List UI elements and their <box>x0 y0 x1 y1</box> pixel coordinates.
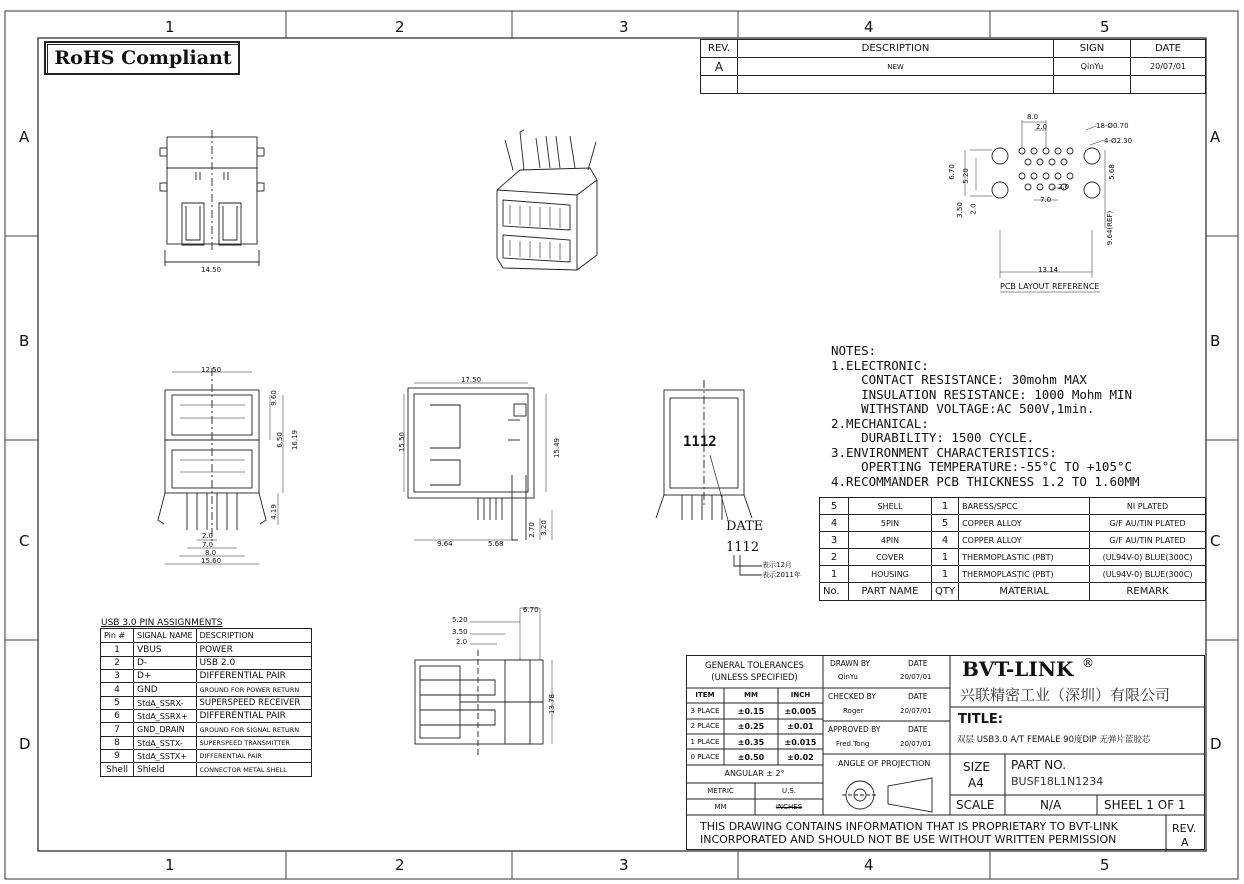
size-value: A4 <box>968 776 984 790</box>
bom-part: SHELL <box>849 498 932 515</box>
dim-top-2: 2.0 <box>456 638 468 646</box>
tol-inch: ±0.02 <box>787 753 814 762</box>
tol-angular: ANGULAR ± 2° <box>724 769 785 778</box>
dim-f2-419: 4.19 <box>269 504 278 520</box>
bom-material: COPPER ALLOY <box>959 532 1090 549</box>
tol-mm: ±0.50 <box>737 753 765 762</box>
pin-desc: CONNECTOR METAL SHELL <box>196 763 311 777</box>
dim-pcb-964: 9.64(REF) <box>1106 210 1115 246</box>
date-label: DATE <box>726 519 764 534</box>
dim-f2-8: 8.0 <box>205 549 217 557</box>
pin-num: 6 <box>101 710 134 723</box>
note-line: 2.MECHANICAL: <box>831 415 929 431</box>
approved-date-label: DATE <box>908 725 928 734</box>
tol-header-mm: MM <box>744 691 758 699</box>
pin-num: 5 <box>101 697 134 710</box>
dim-side-964: 9.64 <box>437 540 453 548</box>
dim-top-670: 6.70 <box>523 606 539 614</box>
bom-remark: G/F AU/TIN PLATED <box>1090 515 1206 532</box>
checked-date: 20/07/01 <box>900 707 932 715</box>
zone-row-d: D <box>19 735 31 753</box>
pin-signal: GND <box>134 683 197 697</box>
pin-signal: StdA_SSTX+ <box>134 750 197 763</box>
tol-title2: (UNLESS SPECIFIED) <box>711 673 798 683</box>
tol-header-item: ITEM <box>695 691 715 699</box>
checked-by-name: Roger <box>843 707 864 715</box>
dim-pcb-mount: 4-Ø2.30 <box>1104 137 1133 145</box>
pin-desc: USB 2.0 <box>196 657 311 670</box>
bom-no: 4 <box>820 515 849 532</box>
dim-side-568: 5.68 <box>488 540 504 548</box>
pin-signal: GND_DRAIN <box>134 723 197 737</box>
pin-signal: StdA_SSTX- <box>134 737 197 750</box>
zone-row-c: C <box>19 532 30 550</box>
dim-f2-1560: 15.60 <box>201 557 222 565</box>
checked-date-label: DATE <box>908 692 928 701</box>
pin-desc: DIFFERENTIAL PAIR <box>196 750 311 763</box>
pin-num: 3 <box>101 670 134 683</box>
pin-header-signal: SIGNAL NAME <box>134 629 197 643</box>
zone-row-d-right: D <box>1210 735 1222 753</box>
zone-col-1-bottom: 1 <box>165 856 175 874</box>
tol-metric: METRIC <box>707 787 734 795</box>
pin-num: 9 <box>101 750 134 763</box>
pins-title: USB 3.0 PIN ASSIGNMENTS <box>101 618 223 628</box>
bom-no: 1 <box>820 566 849 583</box>
company-cn: 兴联精密工业（深圳）有限公司 <box>960 686 1171 704</box>
dim-side-320: 3.20 <box>539 520 548 536</box>
pin-desc: GROUND FOR POWER RETURN <box>196 683 311 697</box>
dim-top-1378: 13.78 <box>548 693 557 715</box>
bom-no: 5 <box>820 498 849 515</box>
bom-material: COPPER ALLOY <box>959 515 1090 532</box>
drawn-by-name: QinYu <box>838 673 858 681</box>
dim-pcb-holes: 18-Ø0.70 <box>1096 122 1129 130</box>
pin-desc: POWER <box>196 643 311 657</box>
drawing-title: 双层 USB3.0 A/T FEMALE 90度DIP 无弹片蓝胶芯 <box>957 735 1151 745</box>
dim-pcb-1314: 13.14 <box>1038 266 1059 274</box>
rev-header: REV. <box>701 40 738 58</box>
part-no-label: PART NO. <box>1011 758 1067 772</box>
scale-value: N/A <box>1040 798 1062 812</box>
drawn-by-label: DRAWN BY <box>830 659 871 668</box>
pin-header-num: Pin # <box>101 629 134 643</box>
bom-no: 2 <box>820 549 849 566</box>
bom-qty: 1 <box>932 549 959 566</box>
pin-desc: DIFFERENTIAL PAIR <box>196 710 311 723</box>
dim-f2-7: 7.0 <box>202 541 214 549</box>
zone-col-1: 1 <box>165 18 175 36</box>
tol-us: U.S. <box>781 787 797 795</box>
zone-col-5: 5 <box>1100 18 1110 36</box>
zone-row-b-right: B <box>1210 332 1221 350</box>
dim-pcb-7: 7.0 <box>1040 196 1052 204</box>
note-line: NOTES: <box>831 343 877 358</box>
approved-by-name: Fred.Tong <box>836 740 870 748</box>
scale-label: SCALE <box>956 798 995 812</box>
dim-top-350: 3.50 <box>452 628 468 636</box>
zone-col-3: 3 <box>619 18 629 36</box>
dim-f2-650: 6.50 <box>275 432 284 448</box>
rev-value-footer: A <box>1181 836 1189 849</box>
zone-row-b: B <box>19 332 30 350</box>
zone-col-5-bottom: 5 <box>1100 856 1110 874</box>
bom-part: HOUSING <box>849 566 932 583</box>
bom-part: 5PIN <box>849 515 932 532</box>
date-header: DATE <box>1131 40 1206 58</box>
zone-col-4: 4 <box>864 18 874 36</box>
bom-header-remark: REMARK <box>1090 583 1206 601</box>
bom-qty: 5 <box>932 515 959 532</box>
zone-row-c-right: C <box>1210 532 1221 550</box>
pin-header-desc: DESCRIPTION <box>196 629 311 643</box>
bom-header-material: MATERIAL <box>959 583 1090 601</box>
sign-value: QinYu <box>1054 58 1131 76</box>
bom-remark: (UL94V-0) BLUE(300C) <box>1090 566 1206 583</box>
description-value: NEW <box>738 58 1054 76</box>
drawn-date-label: DATE <box>908 659 928 668</box>
pin-num: Shell <box>101 763 134 777</box>
projection-label: ANGLE OF PROJECTION <box>838 759 931 768</box>
date-value: 20/07/01 <box>1131 58 1206 76</box>
rev-label-footer: REV. <box>1172 822 1197 835</box>
sign-header: SIGN <box>1054 40 1131 58</box>
bom-remark: (UL94V-0) BLUE(300C) <box>1090 549 1206 566</box>
footer-line1: THIS DRAWING CONTAINS INFORMATION THAT IS PROPRIETARY TO BVT-LINK <box>700 820 1118 833</box>
dim-top-520: 5.20 <box>452 616 468 624</box>
approved-date: 20/07/01 <box>900 740 932 748</box>
tol-inches-unit: INCHES <box>775 803 803 811</box>
approved-by-label: APPROVED BY <box>828 725 881 734</box>
zone-row-a: A <box>19 128 30 146</box>
registered-mark: ® <box>1082 656 1094 670</box>
zone-col-4-bottom: 4 <box>864 856 874 874</box>
bom-qty: 4 <box>932 532 959 549</box>
pin-desc: GROUND FOR SIGNAL RETURN <box>196 723 311 737</box>
pin-desc: DIFFERENTIAL PAIR <box>196 670 311 683</box>
dim-pcb-350: 3.50 <box>955 202 964 218</box>
pin-signal: VBUS <box>134 643 197 657</box>
pin-signal: D+ <box>134 670 197 683</box>
note-line: 4.RECOMMANDER PCB THICKNESS 1.2 TO 1.60MM <box>831 473 1140 489</box>
bom-part: COVER <box>849 549 932 566</box>
rohs-label: RoHS Compliant <box>47 44 239 74</box>
date-note-year: 表示2011年 <box>762 571 801 579</box>
bom-remark: G/F AU/TIN PLATED <box>1090 532 1206 549</box>
title-label: TITLE: <box>958 712 1003 727</box>
dim-side-1550: 15.50 <box>398 431 407 453</box>
bom-material: BARESS/SPCC <box>959 498 1090 515</box>
note-line: INSULATION RESISTANCE: 1000 Mohm MIN <box>831 386 1133 402</box>
pin-signal: StdA_SSRX- <box>134 697 197 710</box>
tol-mm: ±0.15 <box>737 707 765 716</box>
pin-num: 8 <box>101 737 134 750</box>
tol-inch: ±0.015 <box>784 738 817 747</box>
dim-pcb-670: 6.70 <box>947 164 956 180</box>
date-note-month: 表示12月 <box>762 561 792 569</box>
bom-header-qty: QTY <box>932 583 959 601</box>
date-code: 1112 <box>726 540 760 555</box>
tol-item: 3 PLACE <box>690 707 720 715</box>
pcb-caption: PCB LAYOUT REFERENCE <box>1000 282 1100 291</box>
note-line: WITHSTAND VOLTAGE:AC 500V,1min. <box>831 401 1095 416</box>
note-line: 3.ENVIRONMENT CHARACTERISTICS: <box>831 444 1057 460</box>
rear-date-code: 1112 <box>683 434 717 450</box>
dim-side-1750: 17.50 <box>461 376 482 384</box>
dim-front-width: 14.50 <box>201 266 222 274</box>
bom-qty: 1 <box>932 498 959 515</box>
bom-part: 4PIN <box>849 532 932 549</box>
bom-header-no: No. <box>820 583 849 601</box>
dim-pcb-2c: 2.0 <box>1058 183 1070 191</box>
drawn-date: 20/07/01 <box>900 673 932 681</box>
company-name: BVT-LINK <box>962 657 1074 681</box>
note-line: DURABILITY: 1500 CYCLE. <box>831 430 1035 445</box>
sheet-value: SHEEL 1 OF 1 <box>1104 798 1186 812</box>
size-label: SIZE <box>963 760 990 774</box>
pin-num: 1 <box>101 643 134 657</box>
dim-pcb-8: 8.0 <box>1027 113 1039 121</box>
tol-mm: ±0.35 <box>737 738 765 747</box>
dim-side-1549: 15.49 <box>553 437 562 459</box>
tol-item: 1 PLACE <box>690 738 720 746</box>
tol-inch: ±0.005 <box>784 707 817 716</box>
tol-mm-unit: MM <box>714 803 727 811</box>
pin-num: 4 <box>101 683 134 697</box>
dim-f2-1619: 16.19 <box>291 429 300 451</box>
tol-inch: ±0.01 <box>787 722 814 731</box>
rev-value: A <box>701 58 738 76</box>
footer-line2: INCORPORATED AND SHOULD NOT BE USE WITHOUT WRITTEN PERMISSION <box>700 833 1117 846</box>
dim-f2-1250: 12.50 <box>201 366 222 374</box>
tol-item: 2 PLACE <box>690 722 720 730</box>
zone-col-3-bottom: 3 <box>619 856 629 874</box>
pin-signal: Shield <box>134 763 197 777</box>
bom-material: THERMOPLASTIC (PBT) <box>959 549 1090 566</box>
tol-item: 0 PLACE <box>690 753 720 761</box>
bom-header-part: PART NAME <box>849 583 932 601</box>
dim-side-270: 2.70 <box>527 522 536 538</box>
dim-f2-2: 2.0 <box>202 532 214 540</box>
checked-by-label: CHECKED BY <box>828 692 876 701</box>
tol-mm: ±0.25 <box>737 722 765 731</box>
dim-pcb-2b: 2.0 <box>969 203 978 215</box>
pin-desc: SUPERSPEED TRANSMITTER <box>196 737 311 750</box>
note-line: CONTACT RESISTANCE: 30mohm MAX <box>831 372 1087 387</box>
description-header: DESCRIPTION <box>738 40 1054 58</box>
pin-num: 7 <box>101 723 134 737</box>
pin-signal: D- <box>134 657 197 670</box>
note-line: OPERTING TEMPERATURE:-55°C TO +105°C <box>831 459 1133 474</box>
tol-header-inch: INCH <box>790 691 811 699</box>
part-no-value: BUSF18L1N1234 <box>1011 775 1104 788</box>
zone-col-2: 2 <box>395 18 405 36</box>
pin-num: 2 <box>101 657 134 670</box>
zone-col-2-bottom: 2 <box>395 856 405 874</box>
dim-f2-960: 9.60 <box>269 390 278 406</box>
dim-pcb-520: 5.20 <box>961 168 970 184</box>
tol-title1: GENERAL TOLERANCES <box>705 661 804 671</box>
bom-material: THERMOPLASTIC (PBT) <box>959 566 1090 583</box>
bom-remark: NI PLATED <box>1090 498 1206 515</box>
zone-row-a-right: A <box>1210 128 1221 146</box>
pin-signal: StdA_SSRX+ <box>134 710 197 723</box>
dim-pcb-2a: 2.0 <box>1036 123 1048 131</box>
bom-qty: 1 <box>932 566 959 583</box>
dim-pcb-568: 5.68 <box>1107 164 1116 180</box>
bom-no: 3 <box>820 532 849 549</box>
pin-desc: SUPERSPEED RECEIVER <box>196 697 311 710</box>
note-line: 1.ELECTRONIC: <box>831 357 929 373</box>
